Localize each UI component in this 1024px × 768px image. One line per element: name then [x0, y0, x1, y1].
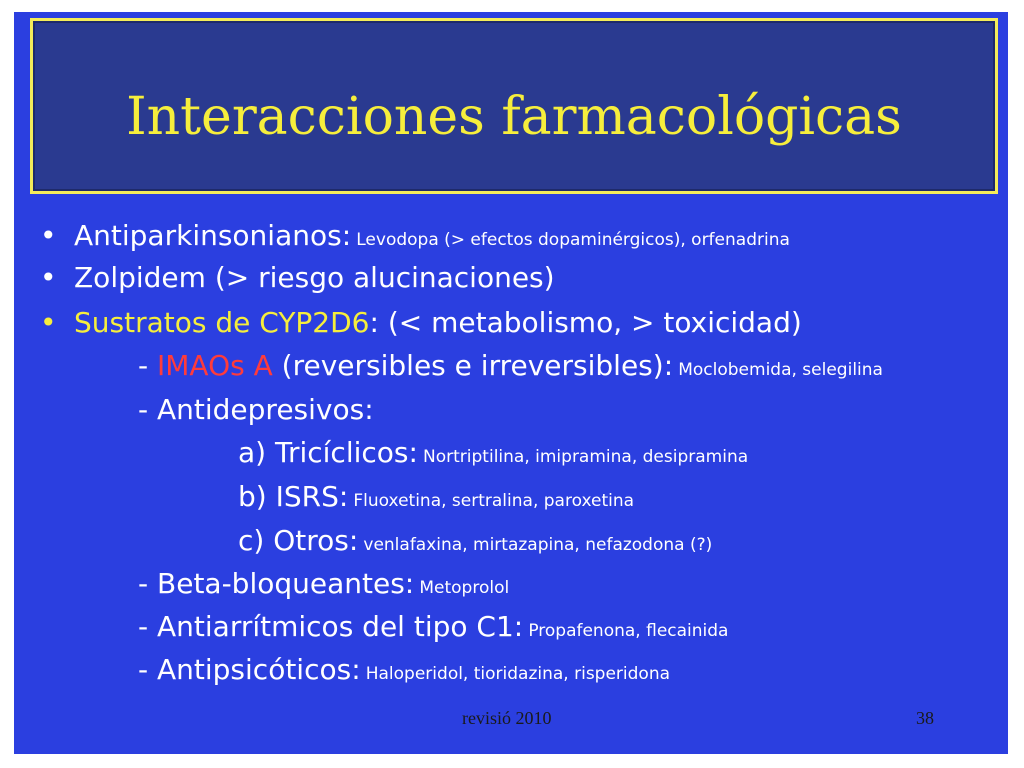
list-item	[238, 524, 712, 558]
item-head-highlight: IMAOs A	[157, 349, 273, 382]
title-box	[30, 18, 998, 194]
item-head: b) ISRS:	[238, 480, 349, 513]
item-detail: Levodopa (> efectos dopaminérgicos), orfenadrina	[356, 230, 790, 250]
page-number: 38	[916, 708, 934, 728]
item-detail: Propafenona, flecainida	[528, 621, 729, 641]
item-detail: Metoprolol	[419, 578, 510, 598]
item-head: Zolpidem (> riesgo alucinaciones)	[74, 261, 555, 294]
list-item	[40, 219, 790, 253]
item-prefix: -	[138, 349, 158, 382]
item-head: - Antiarrítmicos del tipo C1:	[138, 610, 524, 643]
item-detail: venlafaxina, mirtazapina, nefazodona (?)	[363, 535, 713, 555]
item-rest: : (< metabolismo, > toxicidad)	[369, 306, 802, 339]
list-item	[138, 393, 374, 427]
item-head: - Beta-bloqueantes:	[138, 567, 415, 600]
list-item	[138, 567, 509, 601]
list-item	[40, 261, 555, 295]
bullet-icon: •	[40, 261, 57, 294]
list-item	[238, 436, 748, 470]
item-head: - Antidepresivos:	[138, 393, 374, 426]
item-detail: Haloperidol, tioridazina, risperidona	[365, 664, 671, 684]
item-head: a) Tricíclicos:	[238, 436, 418, 469]
bullet-icon: •	[40, 219, 57, 252]
list-item	[138, 610, 728, 644]
slide-title: Interacciones farmacológicas	[126, 87, 902, 147]
footer-text: revisió 2010	[462, 708, 552, 728]
list-item	[238, 480, 634, 514]
item-head: c) Otros:	[238, 524, 359, 557]
item-detail: Moclobemida, selegilina	[678, 360, 883, 380]
item-head: (reversibles e irreversibles):	[272, 349, 674, 382]
bullet-icon: •	[40, 306, 57, 339]
item-head: Antiparkinsonianos:	[74, 219, 352, 252]
item-head: Sustratos de CYP2D6	[74, 306, 370, 339]
item-detail: Fluoxetina, sertralina, paroxetina	[353, 491, 635, 511]
item-head: - Antipsicóticos:	[138, 653, 361, 686]
item-detail: Nortriptilina, imipramina, desipramina	[423, 447, 749, 467]
list-item	[138, 349, 883, 383]
list-item	[138, 653, 670, 687]
list-item	[40, 306, 802, 340]
